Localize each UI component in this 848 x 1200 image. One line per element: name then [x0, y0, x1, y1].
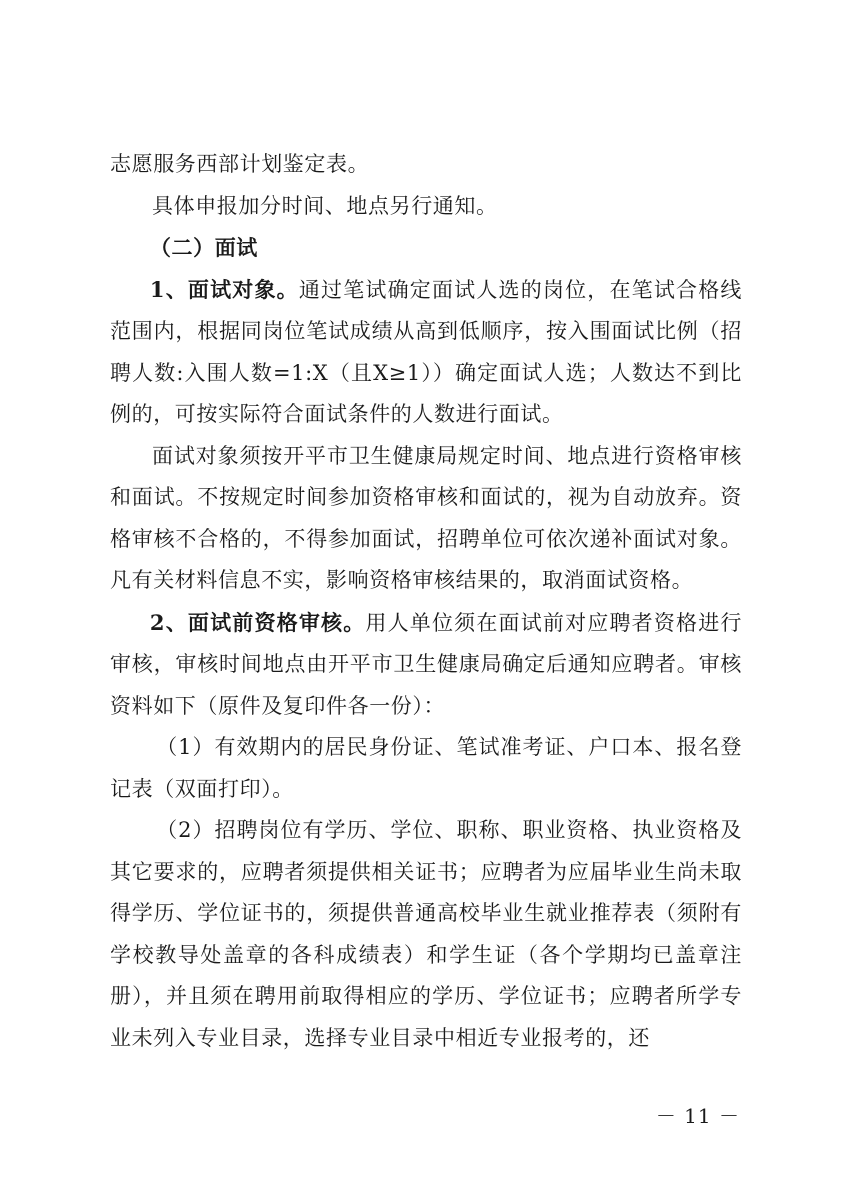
item-heading-interview-targets: 1、面试对象。: [149, 276, 299, 302]
paragraph-interview-rules: 面试对象须按开平市卫生健康局规定时间、地点进行资格审核和面试。不按规定时间参加资格审核和面试的，视为自动放弃。资格审核不合格的，不得参加面试，招聘单位可依次递补面试对象。凡有关材料信息不实，影响资格审核结果的，取消面试资格。: [110, 443, 742, 592]
paragraph-qualification-review-text: 用人单位须在面试前对应聘者资格进行审核，审核时间地点由开平市卫生健康局确定后通知应聘者。审核资料如下（原件及复印件各一份）：: [110, 610, 742, 718]
paragraph-continuation: 志愿服务西部计划鉴定表。: [110, 152, 370, 176]
paragraph-interview-targets: [110, 269, 742, 436]
list-item-1: （1）有效期内的居民身份证、笔试准考证、户口本、报名登记表（双面打印）。: [110, 735, 742, 801]
list-item-2: （2）招聘岗位有学历、学位、职称、职业资格、执业资格及其它要求的，应聘者须提供相关证书；应聘者为应届毕业生尚未取得学历、学位证书的，须提供普通高校毕业生就业推荐表（须附有学校教导处盖章的各科成绩表）和学生证（各个学期均已盖章注册），并且须在聘用前取得相应的学历、学位证书；应聘者所学专业未列入专业目录，选择专业目录中相近专业报考的，还: [110, 818, 742, 1050]
body-text: [110, 144, 742, 1059]
paragraph-interview-targets-text: 通过笔试确定面试人选的岗位，在笔试合格线范围内，根据同岗位笔试成绩从高到低顺序，按入围面试比例（招聘人数:入围人数=1:X（且X≥1））确定面试人选；人数达不到比例的，可按实际符合面试条件的人数进行面试。: [110, 277, 743, 426]
paragraph-notice: 具体申报加分时间、地点另行通知。: [152, 193, 498, 218]
paragraph-qualification-review: [110, 602, 742, 728]
page-number: － 11 －: [655, 1104, 740, 1128]
item-heading-qualification-review: 2、面试前资格审核。: [149, 609, 366, 635]
section-heading-interview: （二）面试: [149, 235, 258, 260]
